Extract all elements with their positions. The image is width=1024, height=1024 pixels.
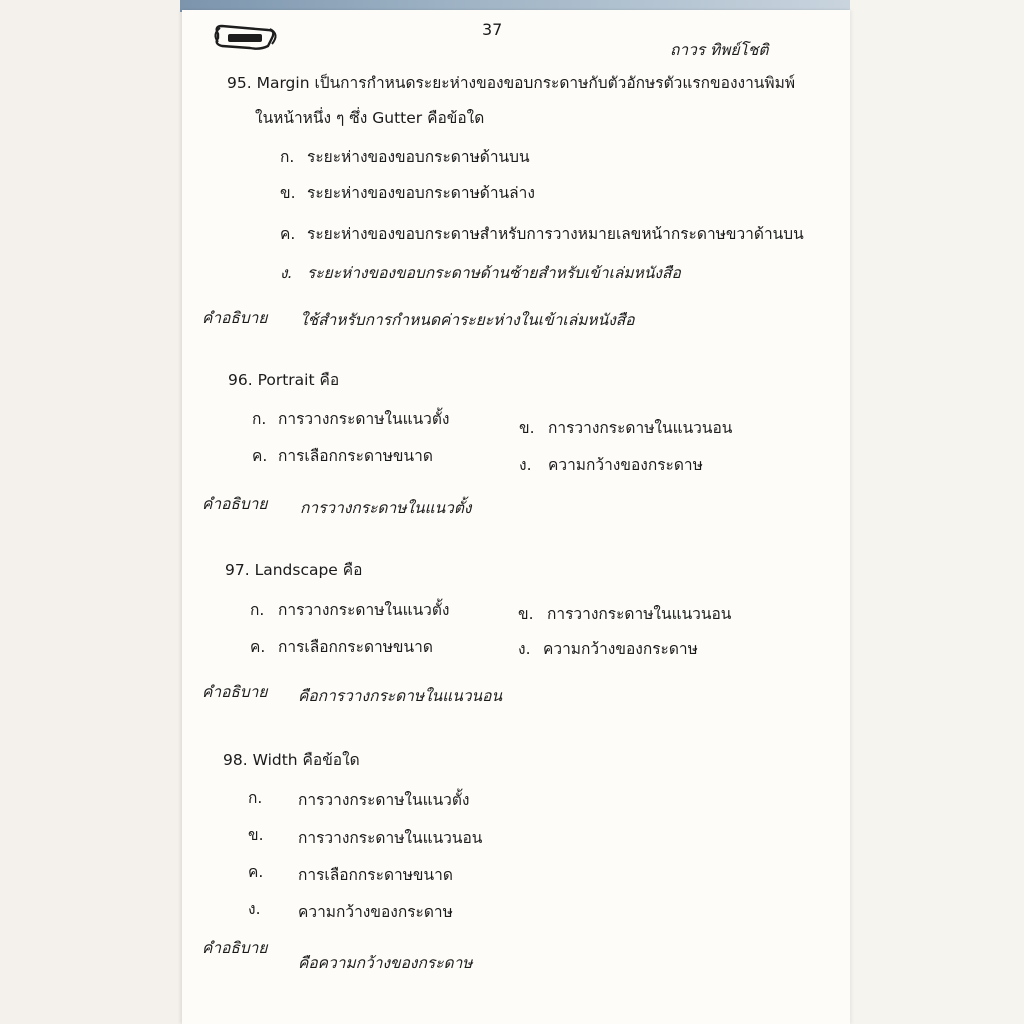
- q97-option-letter: ก.: [250, 601, 265, 619]
- q96-question: 96. Portrait คือ: [228, 371, 340, 389]
- q95-option-letter: ค.: [280, 225, 296, 243]
- q98-option-letter: ง.: [248, 900, 261, 918]
- q95-question-line2: ในหน้าหนึ่ง ๆ ซึ่ง Gutter คือข้อใด: [255, 109, 485, 127]
- q97-explain-label: คำอธิบาย: [202, 683, 268, 701]
- q96-option-text: การวางกระดาษในแนวนอน: [548, 419, 733, 437]
- q98-question: 98. Width คือข้อใด: [223, 751, 360, 769]
- q96-option-text: ความกว้างของกระดาษ: [548, 456, 703, 474]
- q97-explanation: คือการวางกระดาษในแนวนอน: [298, 687, 503, 705]
- q98-option-text: การวางกระดาษในแนวนอน: [298, 829, 483, 847]
- q96-option-letter: ง.: [519, 456, 532, 474]
- q95-option-text: ระยะห่างของขอบกระดาษด้านบน: [307, 148, 530, 166]
- q95-explain-label: คำอธิบาย: [202, 309, 268, 327]
- q98-explanation: คือความกว้างของกระดาษ: [298, 954, 473, 972]
- q95-option-text: ระยะห่างของขอบกระดาษด้านล่าง: [307, 184, 535, 202]
- q95-option-letter: ข.: [280, 184, 296, 202]
- q98-option-text: การเลือกกระดาษขนาด: [298, 866, 453, 884]
- q95-option-text: ระยะห่างของขอบกระดาษด้านซ้ายสำหรับเข้าเล่มหนังสือ: [307, 264, 681, 282]
- q96-option-letter: ก.: [252, 410, 267, 428]
- q98-option-text: การวางกระดาษในแนวตั้ง: [298, 791, 470, 809]
- book-page: [182, 10, 850, 1024]
- q97-option-text: ความกว้างของกระดาษ: [543, 640, 698, 658]
- q98-option-letter: ข.: [248, 826, 264, 844]
- q98-option-letter: ค.: [248, 863, 264, 881]
- q96-option-letter: ข.: [519, 419, 535, 437]
- q96-option-text: การวางกระดาษในแนวตั้ง: [278, 410, 450, 428]
- background-right: [849, 0, 1024, 1024]
- q97-option-letter: ง.: [518, 640, 531, 658]
- q95-question-line1: 95. Margin เป็นการกำหนดระยะห่างของขอบกระดาษกับตัวอักษรตัวแรกของงานพิมพ์: [227, 74, 796, 92]
- q98-option-text: ความกว้างของกระดาษ: [298, 903, 453, 921]
- q96-option-text: การเลือกกระดาษขนาด: [278, 447, 433, 465]
- author-name: ถาวร ทิพย์โชติ: [670, 41, 769, 59]
- q95-option-letter: ก.: [280, 148, 295, 166]
- q96-explain-label: คำอธิบาย: [202, 495, 268, 513]
- q97-option-text: การวางกระดาษในแนวนอน: [547, 605, 732, 623]
- q95-option-letter: ง.: [280, 264, 293, 282]
- q98-option-letter: ก.: [248, 789, 263, 807]
- q97-option-text: การเลือกกระดาษขนาด: [278, 638, 433, 656]
- q96-option-letter: ค.: [252, 447, 268, 465]
- q97-option-letter: ค.: [250, 638, 266, 656]
- background-left: [0, 0, 185, 1024]
- page-number: 37: [482, 20, 503, 39]
- q97-question: 97. Landscape คือ: [225, 561, 363, 579]
- q97-option-letter: ข.: [518, 605, 534, 623]
- q98-explain-label: คำอธิบาย: [202, 939, 268, 957]
- q95-explanation: ใช้สำหรับการกำหนดค่าระยะห่างในเข้าเล่มหนังสือ: [300, 311, 635, 329]
- q96-explanation: การวางกระดาษในแนวตั้ง: [300, 499, 472, 517]
- q95-option-text: ระยะห่างของขอบกระดาษสำหรับการวางหมายเลขหน้ากระดาษขวาด้านบน: [307, 225, 804, 243]
- q97-option-text: การวางกระดาษในแนวตั้ง: [278, 601, 450, 619]
- scroll-logo-icon: [210, 20, 280, 56]
